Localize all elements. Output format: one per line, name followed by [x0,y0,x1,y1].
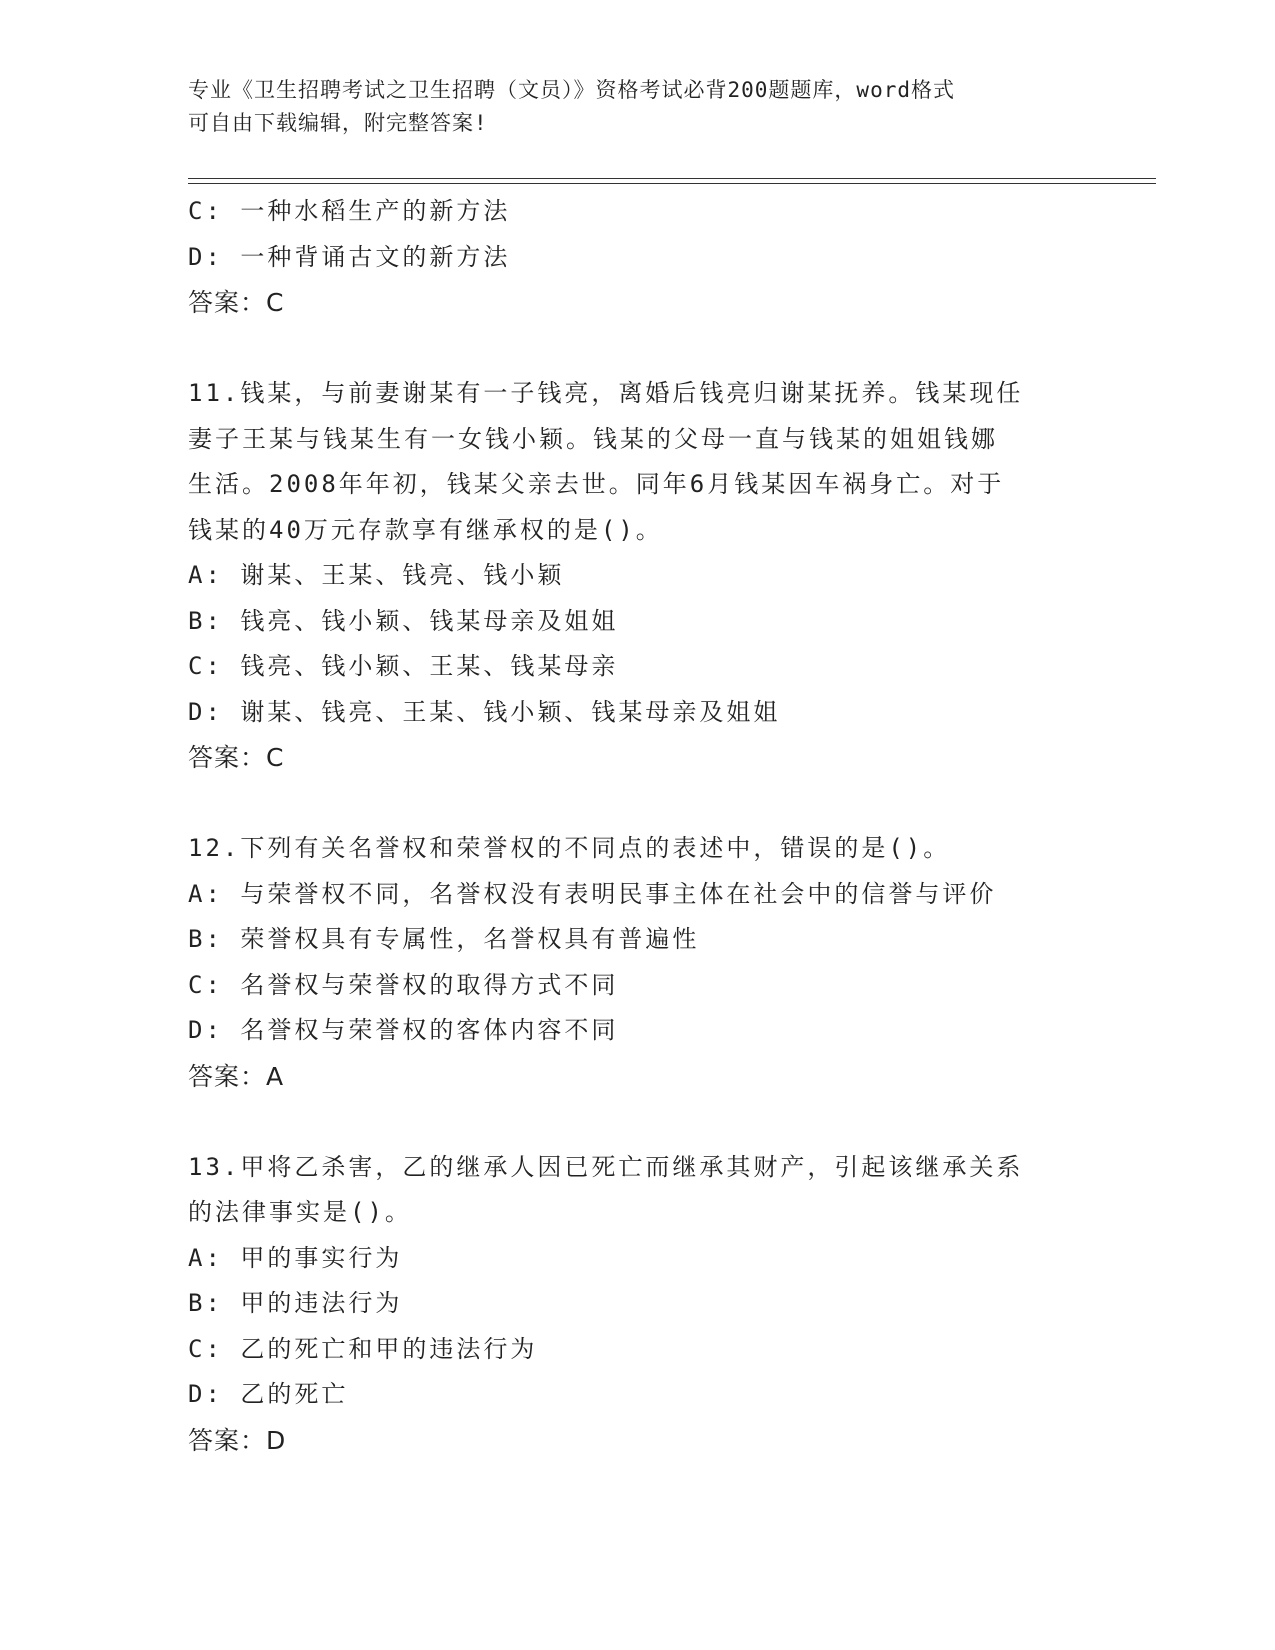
header-title-line-1: 专业《卫生招聘考试之卫生招聘（文员）》资格考试必背200题题库，word格式 [188,78,955,102]
option-b: B: 钱亮、钱小颖、钱某母亲及姐姐 [188,606,619,635]
question-carryover [188,189,1078,326]
answer-label: 答案：C [188,743,285,772]
option-c: C: 钱亮、钱小颖、王某、钱某母亲 [188,652,619,680]
question-list [188,189,1078,1463]
question-stem-line: 12.下列有关名誉权和荣誉权的不同点的表述中，错误的是()。 [188,834,951,862]
option-d: D: 名誉权与荣誉权的客体内容不同 [188,1016,619,1044]
option-d: D: 一种背诵古文的新方法 [188,242,511,271]
answer-label: 答案：A [188,1061,285,1091]
option-d: D: 乙的死亡 [188,1380,349,1408]
answer-label: 答案：C [188,288,285,317]
option-a: A: 与荣誉权不同，名誉权没有表明民事主体在社会中的信誉与评价 [188,879,997,908]
option-a: A: 谢某、王某、钱亮、钱小颖 [188,561,565,589]
question-stem-line: 钱某的40万元存款享有继承权的是()。 [188,515,663,544]
question-stem-line: 妻子王某与钱某生有一女钱小颖。钱某的父母一直与钱某的姐姐钱娜 [188,424,998,453]
option-c: C: 名誉权与荣誉权的取得方式不同 [188,970,619,999]
option-b: B: 甲的违法行为 [188,1289,403,1317]
question-stem-line: 11.钱某，与前妻谢某有一子钱亮，离婚后钱亮归谢某抚养。钱某现任 [188,379,1024,407]
header-divider-bottom [188,183,1156,184]
header-divider-top [188,178,1156,179]
option-a: A: 甲的事实行为 [188,1243,403,1272]
question-13 [188,1145,1078,1464]
answer-label: 答案：D [188,1425,287,1455]
question-stem-line: 生活。2008年年初，钱某父亲去世。同年6月钱某因车祸身亡。对于 [188,470,1005,498]
question-stem-line: 13.甲将乙杀害，乙的继承人因已死亡而继承其财产，引起该继承关系 [188,1152,1024,1181]
option-b: B: 荣誉权具有专属性，名誉权具有普遍性 [188,925,700,953]
document-header [188,74,1068,140]
option-d: D: 谢某、钱亮、王某、钱小颖、钱某母亲及姐姐 [188,697,781,726]
option-c: C: 一种水稻生产的新方法 [188,197,511,225]
question-stem-line: 的法律事实是()。 [188,1198,412,1226]
question-12 [188,826,1078,1099]
question-11 [188,371,1078,781]
option-c: C: 乙的死亡和甲的违法行为 [188,1334,538,1363]
header-title-line-2: 可自由下载编辑，附完整答案! [188,111,488,135]
